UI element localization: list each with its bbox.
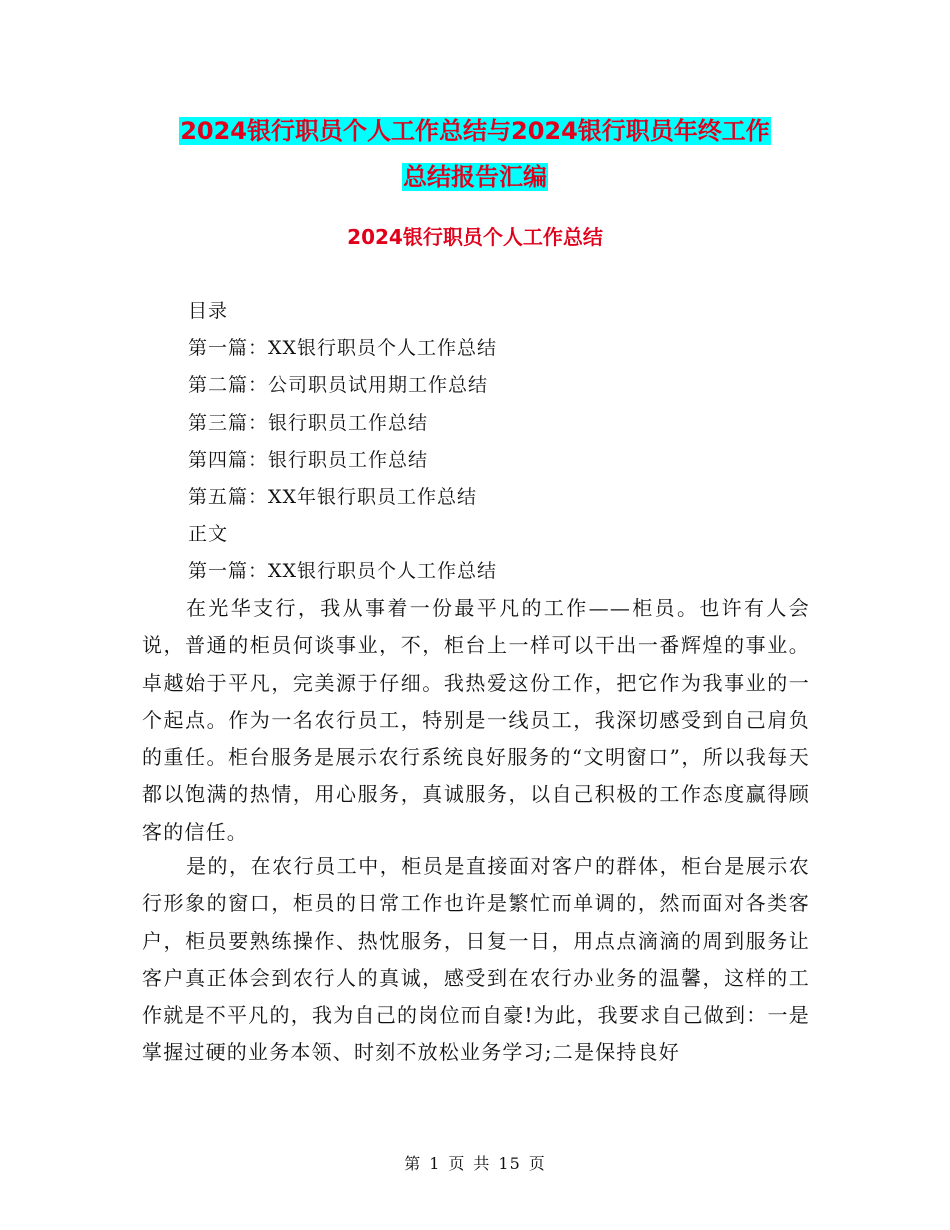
footer-page-word: 页 (448, 1154, 466, 1173)
section-title: 2024银行职员个人工作总结 (347, 225, 603, 249)
document-title (0, 108, 950, 200)
toc-item: 第二篇：公司职员试用期工作总结 (188, 374, 489, 397)
toc-item: 第三篇：银行职员工作总结 (188, 411, 429, 434)
total-pages: 15 (498, 1154, 521, 1173)
footer-total-word: 共 (473, 1154, 491, 1173)
footer-prefix: 第 (404, 1154, 422, 1173)
current-page-number: 1 (429, 1154, 441, 1173)
toc-item: 第五篇：XX年银行职员工作总结 (188, 486, 478, 509)
page-footer (0, 1152, 950, 1176)
toc-heading: 目录 (188, 300, 229, 322)
body-label: 正文 (188, 523, 229, 546)
toc-item: 第四篇：银行职员工作总结 (188, 448, 429, 471)
document-title-line-2: 总结报告汇编 (403, 163, 547, 191)
document-title-line-1: 2024银行职员个人工作总结与2024银行职员年终工作 (180, 117, 770, 145)
footer-suffix: 页 (528, 1154, 546, 1173)
chapter-heading: 第一篇：XX银行职员个人工作总结 (188, 560, 498, 583)
body-paragraph: 是的，在农行员工中，柜员是直接面对客户的群体，柜台是展示农行形象的窗口，柜员的日常工作也许是繁忙而单调的，然而面对各类客户，柜员要熟练操作、热忱服务，日复一日，用点点滴滴的周到服务让客户真正体会到农行人的真诚，感受到在农行办业务的温馨，这样的工作就是不平凡的，我为自己的岗位而自豪!为此，我要求自己做到：一是掌握过硬的业务本领、时刻不放松业务学习;二是保持良好 (142, 854, 810, 1065)
toc-item: 第一篇：XX银行职员个人工作总结 (188, 337, 498, 360)
table-of-contents (188, 293, 497, 591)
body-paragraph: 在光华支行，我从事着一份最平凡的工作——柜员。也许有人会说，普通的柜员何谈事业，不，柜台上一样可以干出一番辉煌的事业。卓越始于平凡，完美源于仔细。我热爱这份工作，把它作为我事业的一个起点。作为一名农行员工，特别是一线员工，我深切感受到自己肩负的重任。柜台服务是展示农行系统良好服务的“文明窗口”，所以我每天都以饱满的热情，用心服务，真诚服务，以自己积极的工作态度赢得顾客的信任。 (142, 596, 810, 844)
